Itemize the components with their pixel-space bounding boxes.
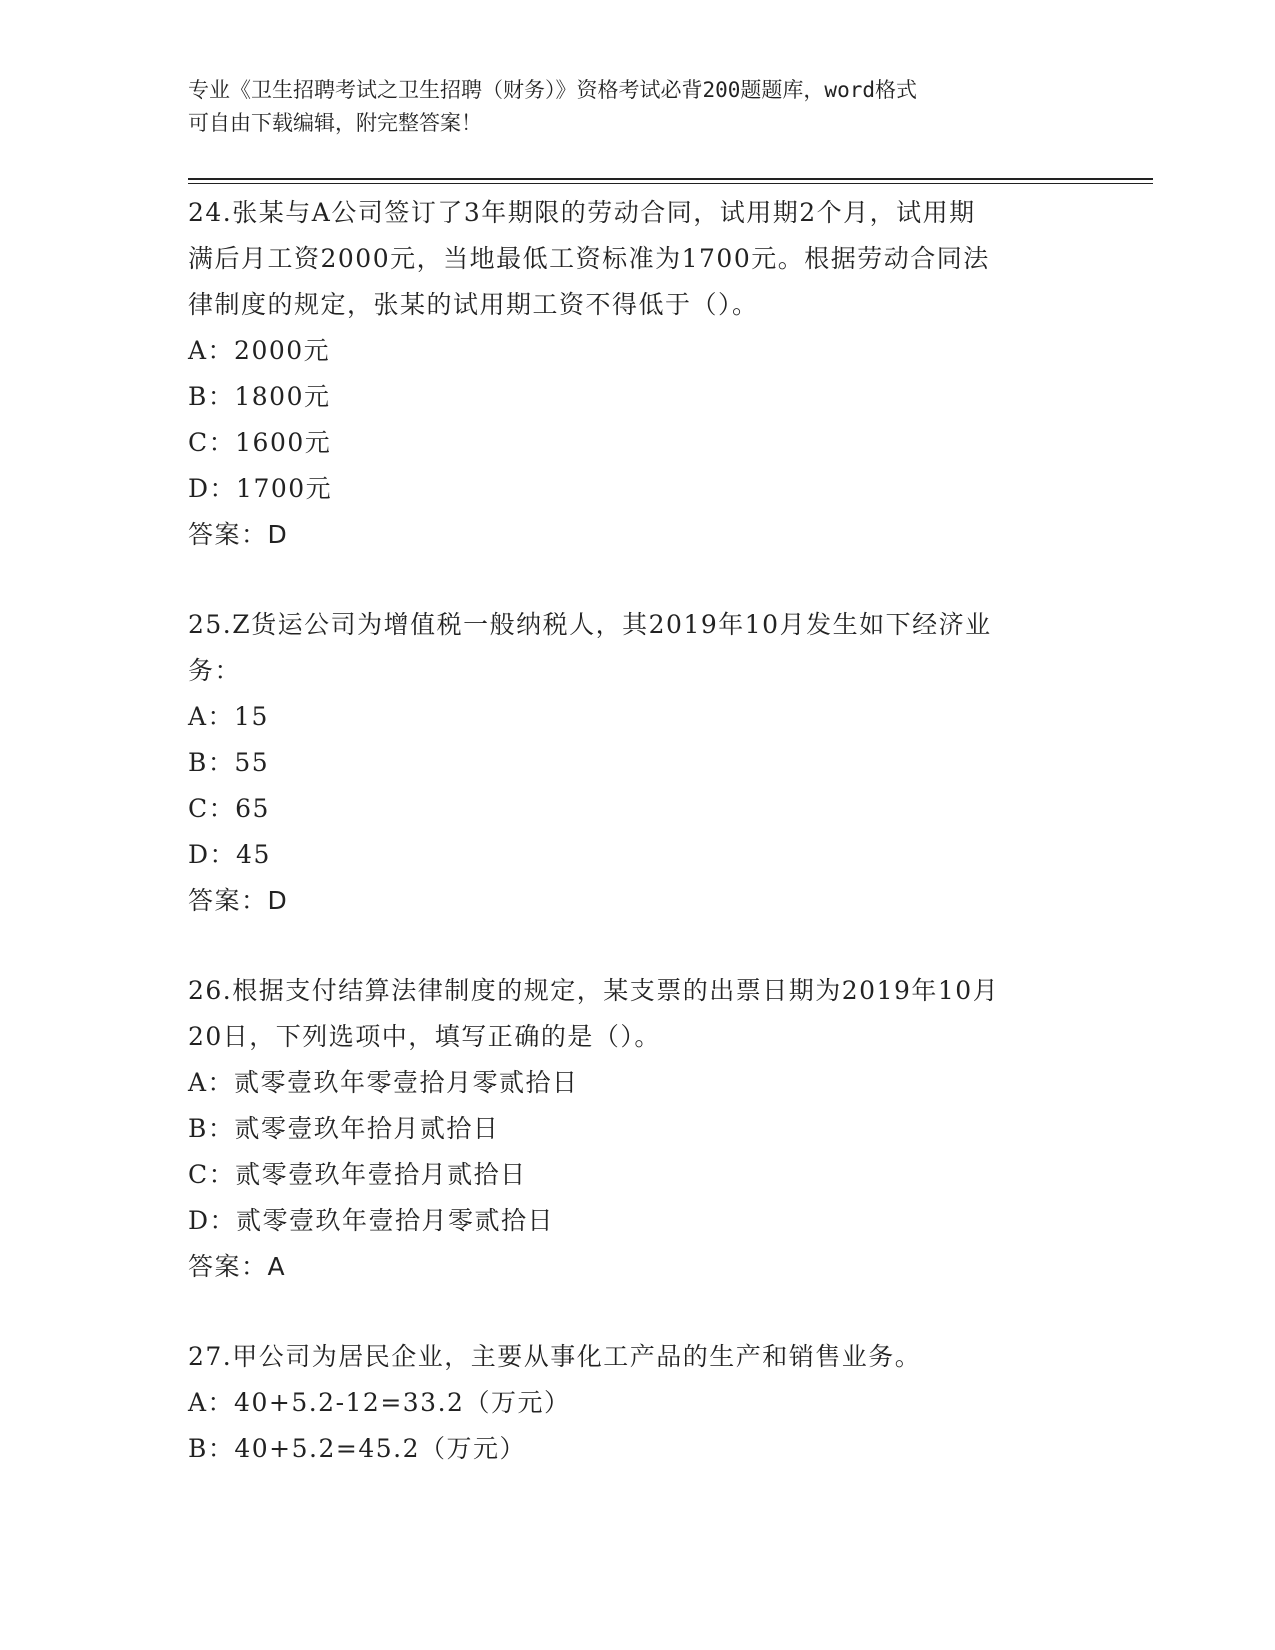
option-d: D：贰零壹玖年壹拾月零贰拾日 <box>188 1206 555 1235</box>
option-c: C：65 <box>188 794 270 823</box>
question-stem-line: 25.Z货运公司为增值税一般纳税人，其2019年10月发生如下经济业 <box>188 610 992 639</box>
option-a: A：贰零壹玖年零壹拾月零贰拾日 <box>188 1068 579 1097</box>
question-spacer <box>188 1290 1088 1334</box>
question-stem-line: 满后月工资2000元，当地最低工资标准为1700元。根据劳动合同法 <box>188 244 990 273</box>
document-header <box>188 74 1068 140</box>
option-b: B：贰零壹玖年拾月贰拾日 <box>188 1114 500 1143</box>
question-stem-line: 26.根据支付结算法律制度的规定，某支票的出票日期为2019年10月 <box>188 976 1000 1005</box>
question-27 <box>188 1334 1088 1472</box>
option-b: B：55 <box>188 748 270 777</box>
question-spacer <box>188 924 1088 968</box>
answer-key: 答案：D <box>188 886 289 915</box>
answer-key: 答案：D <box>188 520 289 549</box>
question-25 <box>188 602 1088 924</box>
question-stem-line: 律制度的规定，张某的试用期工资不得低于（）。 <box>188 290 759 319</box>
question-list <box>188 190 1088 1472</box>
question-stem-line: 27.甲公司为居民企业，主要从事化工产品的生产和销售业务。 <box>188 1342 922 1371</box>
header-divider-thick <box>188 178 1153 180</box>
question-stem-line: 24.张某与A公司签订了3年期限的劳动合同，试用期2个月，试用期 <box>188 198 976 227</box>
option-d: D：45 <box>188 840 271 869</box>
option-b: B：1800元 <box>188 382 331 411</box>
option-c: C：贰零壹玖年壹拾月贰拾日 <box>188 1160 527 1189</box>
question-stem-line: 务： <box>188 656 242 685</box>
option-b: B：40+5.2=45.2（万元） <box>188 1434 527 1463</box>
question-26 <box>188 968 1088 1290</box>
question-24 <box>188 190 1088 558</box>
header-line-2: 可自由下载编辑，附完整答案！ <box>188 111 482 135</box>
header-divider-thin <box>188 183 1153 184</box>
option-a: A：40+5.2-12=33.2（万元） <box>188 1388 571 1417</box>
question-stem-line: 20日，下列选项中，填写正确的是（）。 <box>188 1022 661 1051</box>
option-a: A：2000元 <box>188 336 331 365</box>
header-line-1: 专业《卫生招聘考试之卫生招聘（财务）》资格考试必背200题题库，word格式 <box>188 78 917 102</box>
option-a: A：15 <box>188 702 269 731</box>
option-c: C：1600元 <box>188 428 332 457</box>
option-d: D：1700元 <box>188 474 333 503</box>
answer-key: 答案：A <box>188 1252 287 1281</box>
question-spacer <box>188 558 1088 602</box>
